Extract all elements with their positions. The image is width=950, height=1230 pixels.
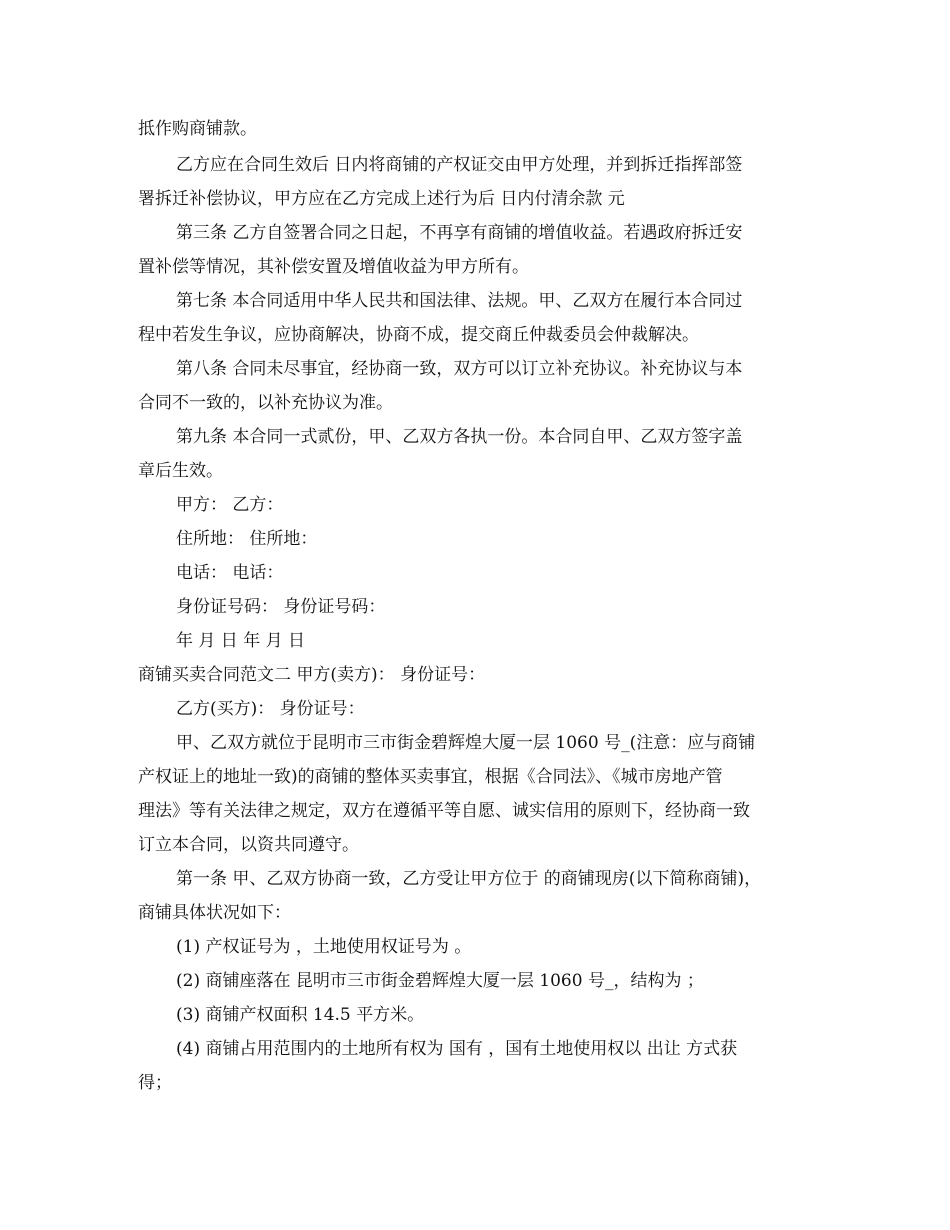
text-line: 商铺具体状况如下： [138,903,291,923]
text-line: 订立本合同，以资共同遵守。 [138,835,359,855]
text-line: 住所地： 住所地： [176,529,318,549]
list-item: (1) 产权证号为 ，土地使用权证号为 。 [176,937,472,957]
text-line: 电话： 电话： [176,563,284,583]
text-line: 第一条 甲、乙双方协商一致，乙方受让甲方位于 的商铺现房(以下简称商铺)， [176,869,762,889]
text-line: 乙方应在合同生效后 日内将商铺的产权证交由甲方处理，并到拆迁指挥部签 [176,155,743,175]
list-item: (3) 商铺产权面积 14.5 平方米。 [176,1005,425,1025]
text-line: 第七条 本合同适用中华人民共和国法律、法规。甲、乙双方在履行本合同过 [176,291,743,311]
text-line: 年 月 日 年 月 日 [176,631,306,651]
text-line: 乙方(买方)： 身份证号： [176,699,365,719]
text-line: 第三条 乙方自签署合同之日起，不再享有商铺的增值收益。若遇政府拆迁安 [176,223,743,243]
text-line: 署拆迁补偿协议，甲方应在乙方完成上述行为后 日内付清余款 元 [138,189,625,209]
text-line: 程中若发生争议，应协商解决，协商不成，提交商丘仲裁委员会仲裁解决。 [138,325,699,345]
text-line: 理法》等有关法律之规定，双方在遵循平等自愿、诚实信用的原则下，经协商一致 [138,801,750,821]
list-item: (2) 商铺座落在 昆明市三市街金碧辉煌大厦一层 1060 号_，结构为 ； [176,971,704,991]
list-item: (4) 商铺占用范围内的土地所有权为 国有 ，国有土地使用权以 出让 方式获 [176,1039,738,1059]
text-line: 产权证上的地址一致)的商铺的整体买卖事宜，根据《合同法》、《城市房地产管 [138,767,723,787]
text-line: 章后生效。 [138,461,223,481]
text-line: 第八条 合同未尽事宜，经协商一致，双方可以订立补充协议。补充协议与本 [176,359,743,379]
text-line: 得； [138,1073,172,1093]
text-line: 置补偿等情况，其补偿安置及增值收益为甲方所有。 [138,257,529,277]
section-heading: 商铺买卖合同范文二 甲方(卖方)： 身份证号： [138,665,486,685]
text-line: 抵作购商铺款。 [138,119,257,139]
text-line: 甲方： 乙方： [176,495,284,515]
text-line: 合同不一致的，以补充协议为准。 [138,393,393,413]
text-line: 第九条 本合同一式贰份，甲、乙双方各执一份。本合同自甲、乙双方签字盖 [176,427,743,447]
text-line: 身份证号码： 身份证号码： [176,597,386,617]
text-line: 甲、乙双方就位于昆明市三市街金碧辉煌大厦一层 1060 号_(注意：应与商铺 [176,733,756,753]
